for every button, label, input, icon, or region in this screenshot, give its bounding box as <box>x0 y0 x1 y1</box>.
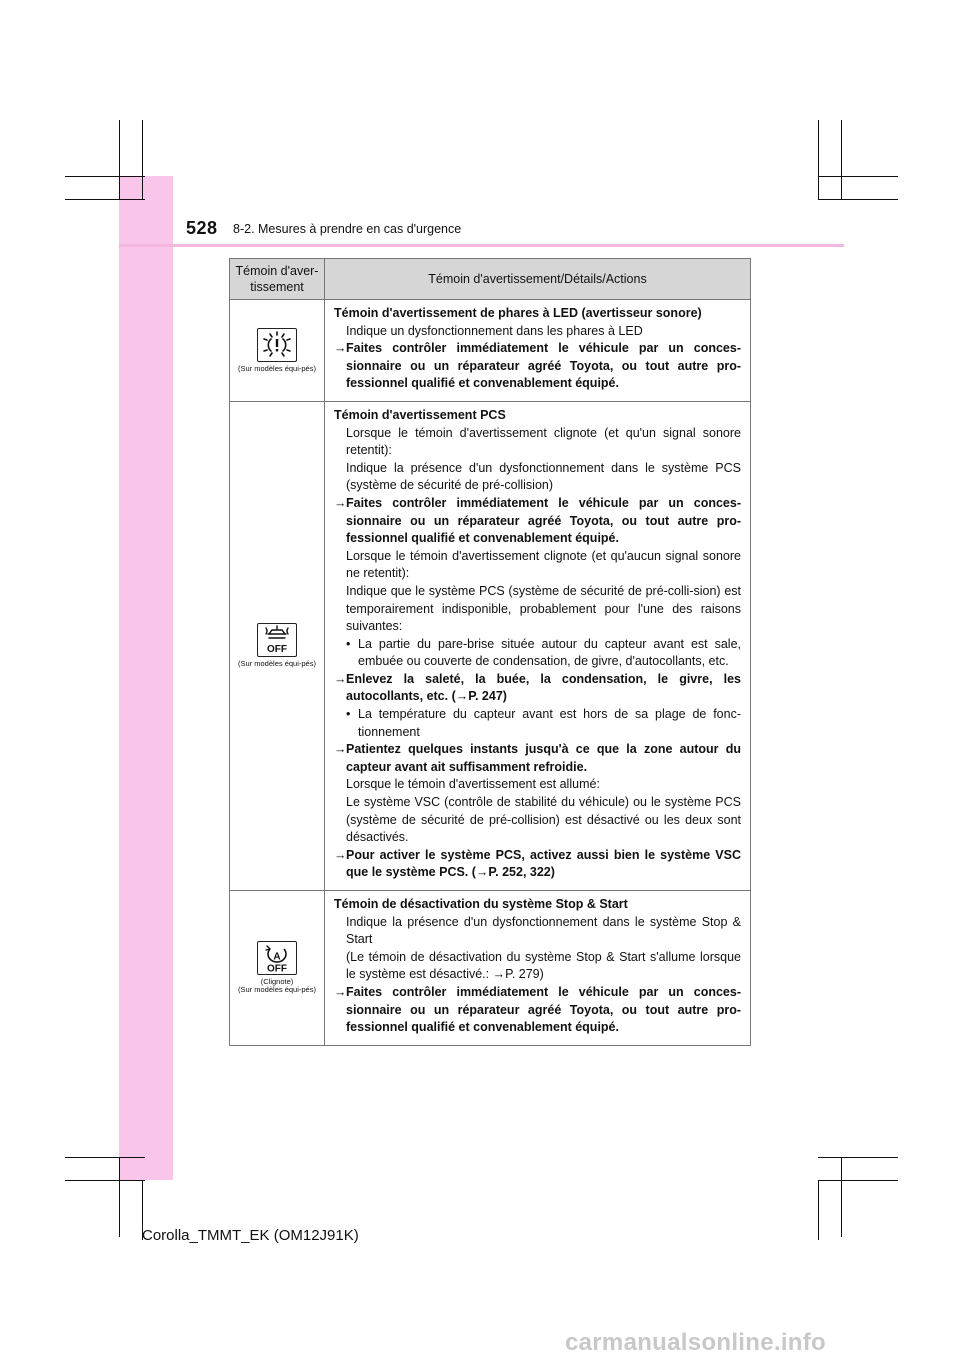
description: Lorsque le témoin d'avertissement clignote (et qu'aucun signal sonore ne retentit): <box>346 548 741 581</box>
arrow-icon: → <box>334 671 347 686</box>
crop-mark <box>841 1157 842 1237</box>
arrow-icon: → <box>334 495 347 510</box>
action-text: Faites contrôler immédiatement le véhicule par un conces-sionnaire ou un réparateur agréé Toyota, ou tout autre pro-fessionnel qualifié et convenablement équipé. <box>346 984 741 1035</box>
icon-cell <box>230 300 325 402</box>
header-rule <box>119 244 844 247</box>
crop-mark <box>142 120 143 200</box>
arrow-icon: → <box>334 341 347 356</box>
watermark[interactable]: carmanualsonline.info <box>565 1329 827 1356</box>
description: Indique la présence d'un dysfonctionnement dans le système PCS (système de sécurité de pré-collision) <box>346 460 741 493</box>
warning-title: Témoin d'avertissement de phares à LED (avertisseur sonore) <box>334 306 702 320</box>
icon-caption-blink: (Clignote) <box>260 977 294 987</box>
crop-mark <box>818 199 898 200</box>
bullet-icon: • <box>346 636 351 651</box>
led-headlight-warning-icon <box>257 328 297 362</box>
action-item <box>334 847 741 882</box>
crop-mark <box>119 1157 120 1237</box>
off-label: OFF <box>267 644 287 656</box>
crop-mark <box>65 1157 145 1158</box>
warning-lights-table <box>229 258 751 1046</box>
crop-mark <box>818 120 819 200</box>
crop-mark <box>65 176 145 177</box>
warning-title: Témoin de désactivation du système Stop & Start <box>334 897 628 911</box>
arrow-icon: → <box>334 984 347 999</box>
crop-mark <box>119 120 120 200</box>
column-header-warning-light: Témoin d'aver-tissement <box>230 259 325 300</box>
arrow-icon: → <box>334 847 347 862</box>
crop-mark <box>818 1180 819 1240</box>
description: Lorsque le témoin d'avertissement clignote (et qu'un signal sonore retentit): <box>346 425 741 458</box>
column-header-details: Témoin d'avertissement/Détails/Actions <box>325 259 751 300</box>
action-text: Patientez quelques instants jusqu'à ce que la zone autour du capteur avant ait suffisamment refroidie. <box>346 742 741 774</box>
action-item <box>334 340 741 393</box>
description: Indique que le système PCS (système de sécurité de pré-colli-sion) est temporairement indisponible, probablement pour l'une des raisons suivantes: <box>346 583 741 634</box>
icon-caption: (Sur modèles équi-pés) <box>238 363 316 373</box>
bullet-text: La partie du pare-brise située autour du capteur avant est sale, embuée ou couverte de condensation, de givre, d'autocollants, etc. <box>358 636 741 669</box>
section-title: 8-2. Mesures à prendre en cas d'urgence <box>233 222 462 236</box>
table-row <box>230 891 751 1046</box>
document-footer: Corolla_TMMT_EK (OM12J91K) <box>142 1227 359 1244</box>
arrow-icon: → <box>334 742 347 757</box>
action-item <box>334 741 741 776</box>
action-text: Enlevez la saleté, la buée, la condensation, le givre, les autocollants, etc. (→P. 247) <box>346 671 741 704</box>
off-label: OFF <box>267 963 287 974</box>
description: Le système VSC (contrôle de stabilité du véhicule) ou le système PCS (système de sécurité de pré-collision) est désactivé ou les deux sont désactivés. <box>346 795 741 845</box>
action-text: Pour activer le système PCS, activez aussi bien le système VSC que le système PCS. (→P. 252, 322) <box>346 847 741 880</box>
action-item <box>334 671 741 706</box>
crop-mark <box>818 1180 898 1181</box>
details-cell <box>325 300 751 402</box>
table-row <box>230 300 751 402</box>
crop-mark <box>65 1180 145 1181</box>
icon-caption: (Sur modèles équi-pés) <box>238 659 316 669</box>
action-item <box>334 984 741 1037</box>
action-item <box>334 495 741 548</box>
warning-title: Témoin d'avertissement PCS <box>334 407 506 422</box>
table-header-row <box>230 259 751 300</box>
bullet-item <box>334 636 741 671</box>
crop-mark <box>841 120 842 200</box>
crop-mark <box>818 1157 898 1158</box>
bullet-text: La température du capteur avant est hors de sa plage de fonc-tionnement <box>358 707 741 739</box>
description: (Le témoin de désactivation du système Stop & Start s'allume lorsque le système est désactivé.: →P. 279) <box>346 949 741 982</box>
page-number: 528 <box>186 218 218 238</box>
page-margin-band <box>119 176 173 1180</box>
crop-mark <box>818 176 898 177</box>
description: Lorsque le témoin d'avertissement est allumé: <box>346 777 600 792</box>
details-cell <box>325 401 751 890</box>
crop-mark <box>65 199 145 200</box>
action-text: Faites contrôler immédiatement le véhicule par un conces-sionnaire ou un réparateur agréé Toyota, ou tout autre pro-fessionnel qualifié et convenablement équipé. <box>346 495 741 546</box>
icon-cell <box>230 891 325 1046</box>
pcs-off-warning-icon <box>257 623 297 657</box>
description: Indique la présence d'un dysfonctionnement dans le système Stop & Start <box>346 914 741 947</box>
stop-start-off-icon <box>257 941 297 975</box>
action-text: Faites contrôler immédiatement le véhicule par un conces-sionnaire ou un réparateur agréé Toyota, ou tout autre pro-fessionnel qualifié et convenablement équipé. <box>346 341 741 391</box>
bullet-item <box>334 706 741 741</box>
bullet-icon: • <box>346 707 351 722</box>
stop-start-letter: A <box>273 951 281 963</box>
description: Indique un dysfonctionnement dans les phares à LED <box>346 323 643 338</box>
icon-cell <box>230 401 325 890</box>
table-row <box>230 401 751 890</box>
details-cell <box>325 891 751 1046</box>
icon-caption: (Sur modèles équi-pés) <box>238 985 316 995</box>
